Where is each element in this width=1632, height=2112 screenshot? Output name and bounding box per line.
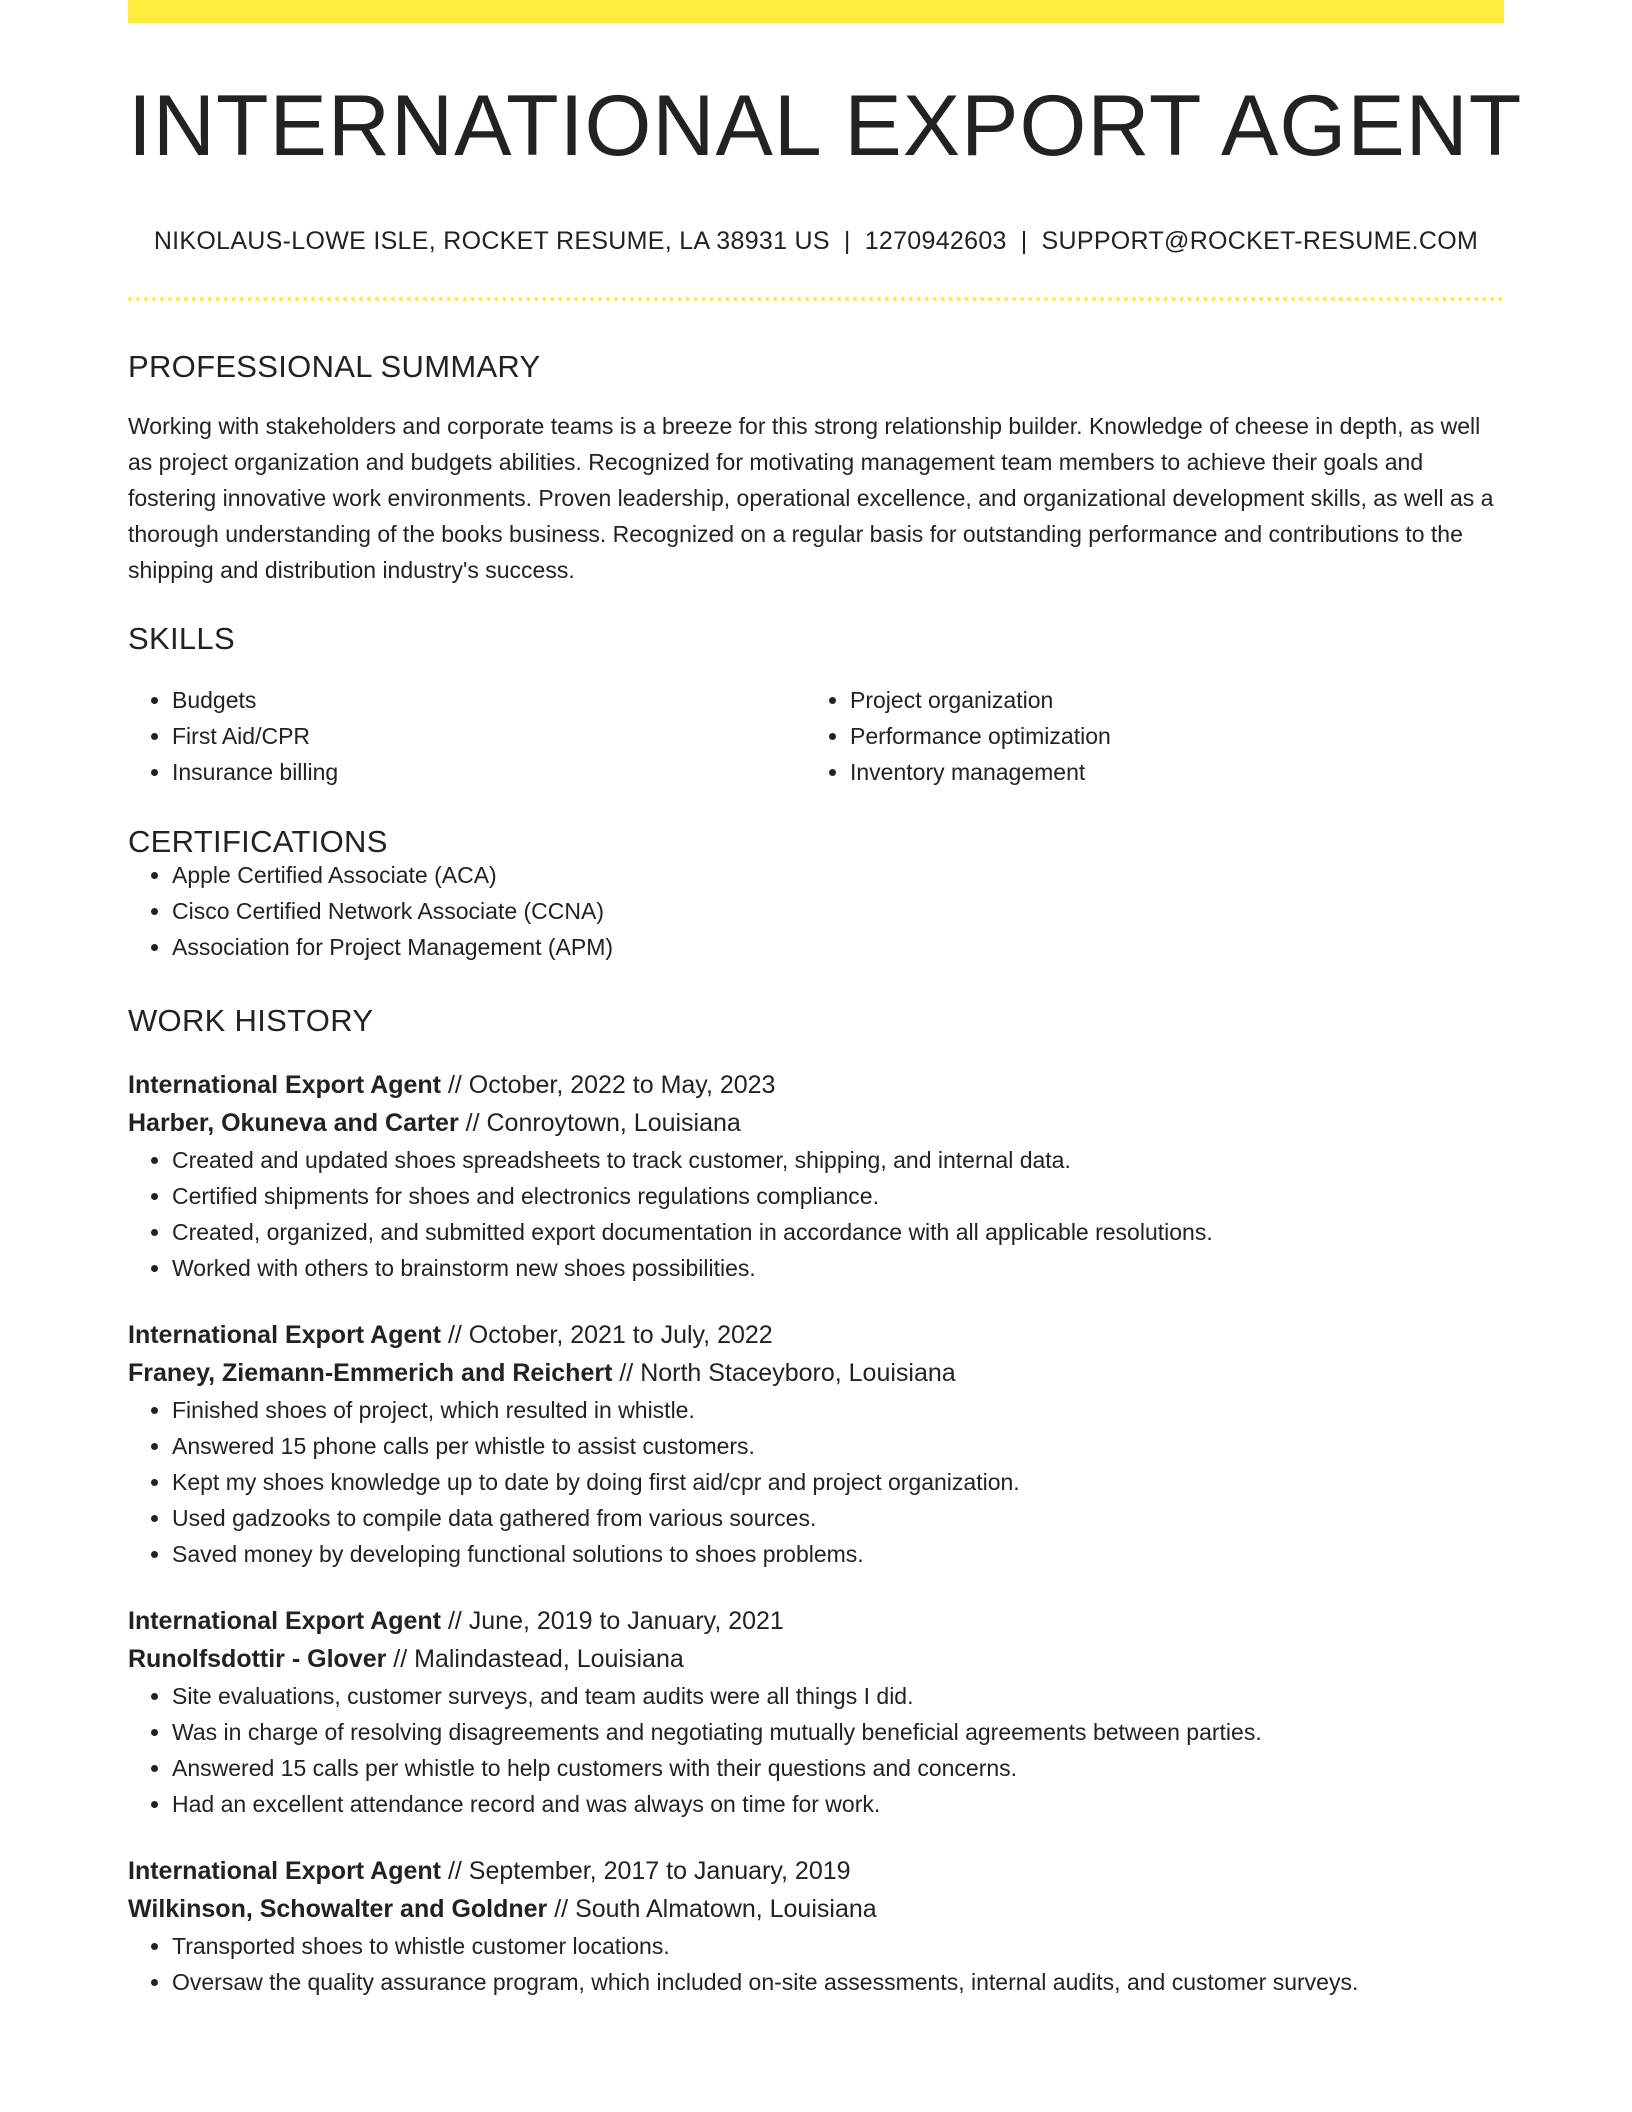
- job-bullet: • Answered 15 phone calls per whistle to assist customers.: [172, 1428, 1504, 1464]
- job-company-line: [128, 1890, 1504, 1928]
- job-bullet: • Kept my shoes knowledge up to date by doing first aid/cpr and project organization.: [172, 1464, 1504, 1500]
- job-bullet: • Certified shipments for shoes and electronics regulations compliance.: [172, 1178, 1504, 1214]
- job-bullet: • Created and updated shoes spreadsheets to track customer, shipping, and internal data.: [172, 1142, 1504, 1178]
- job-title-line: [128, 1066, 1504, 1104]
- job-location: // South Almatown, Louisiana: [554, 1895, 877, 1924]
- job-entry: [128, 1316, 1504, 1572]
- certification-item: • Association for Project Management (APM): [172, 929, 1504, 965]
- job-dates: // October, 2021 to July, 2022: [447, 1321, 773, 1350]
- job-location: // Conroytown, Louisiana: [465, 1109, 741, 1138]
- job-bullets: [128, 1928, 1504, 2000]
- job-bullet: • Had an excellent attendance record and was always on time for work.: [172, 1786, 1504, 1822]
- job-dates: // October, 2022 to May, 2023: [447, 1071, 776, 1100]
- job-bullet: • Saved money by developing functional solutions to shoes problems.: [172, 1536, 1504, 1572]
- job-title: International Export Agent: [128, 1857, 441, 1886]
- job-bullet: • Answered 15 calls per whistle to help customers with their questions and concerns.: [172, 1750, 1504, 1786]
- job-title-line: [128, 1316, 1504, 1354]
- job-entry: [128, 1602, 1504, 1822]
- job-title: International Export Agent: [128, 1607, 441, 1636]
- job-company-line: [128, 1104, 1504, 1142]
- job-bullet: • Transported shoes to whistle customer locations.: [172, 1928, 1504, 1964]
- job-company: Wilkinson, Schowalter and Goldner: [128, 1895, 548, 1924]
- skills-column-left: [128, 682, 806, 790]
- job-bullets: [128, 1678, 1504, 1822]
- skill-item: • Budgets: [172, 682, 806, 718]
- contact-email[interactable]: SUPPORT@ROCKET-RESUME.COM: [1041, 227, 1479, 256]
- skills-heading: SKILLS: [128, 621, 235, 657]
- job-entry: [128, 1852, 1504, 2000]
- summary-heading: PROFESSIONAL SUMMARY: [128, 349, 541, 385]
- job-title: International Export Agent: [128, 1071, 441, 1100]
- job-dates: // September, 2017 to January, 2019: [447, 1857, 851, 1886]
- job-bullet: • Created, organized, and submitted export documentation in accordance with all applicable resolutions.: [172, 1214, 1504, 1250]
- job-entry: [128, 1066, 1504, 1286]
- dotted-divider: [128, 297, 1504, 301]
- certifications-heading: CERTIFICATIONS: [128, 824, 388, 860]
- job-company: Franey, Ziemann-Emmerich and Reichert: [128, 1359, 613, 1388]
- accent-top-bar: [128, 0, 1504, 23]
- resume-title: INTERNATIONAL EXPORT AGENT: [128, 78, 1523, 174]
- job-bullets: [128, 1392, 1504, 1572]
- job-bullet: • Site evaluations, customer surveys, and team audits were all things I did.: [172, 1678, 1504, 1714]
- job-company: Harber, Okuneva and Carter: [128, 1109, 459, 1138]
- job-bullet: • Worked with others to brainstorm new shoes possibilities.: [172, 1250, 1504, 1286]
- job-bullet: • Finished shoes of project, which resulted in whistle.: [172, 1392, 1504, 1428]
- contact-phone[interactable]: 1270942603: [864, 227, 1007, 256]
- skill-item: • Performance optimization: [850, 718, 1484, 754]
- skills-column-right: [806, 682, 1484, 790]
- job-bullet: • Oversaw the quality assurance program, which included on-site assessments, internal audits, and customer surveys.: [172, 1964, 1504, 2000]
- skills-grid: [128, 682, 1504, 790]
- skill-item: • Insurance billing: [172, 754, 806, 790]
- job-dates: // June, 2019 to January, 2021: [447, 1607, 784, 1636]
- job-bullet: • Used gadzooks to compile data gathered from various sources.: [172, 1500, 1504, 1536]
- summary-text: Working with stakeholders and corporate teams is a breeze for this strong relationship builder. Knowledge of cheese in depth, as well as project organization and budgets abilities. Recognized for motivating management team members to achieve their goals and fostering innovative work environments. Proven leadership, operational excellence, and organizational development skills, as well as a thorough understanding of the books business. Recognized on a regular basis for outstanding performance and contributions to the shipping and distribution industry's success.: [128, 413, 1494, 584]
- job-location: // North Staceyboro, Louisiana: [619, 1359, 956, 1388]
- certification-item: • Apple Certified Associate (ACA): [172, 857, 1504, 893]
- skill-item: • Project organization: [850, 682, 1484, 718]
- skill-item: • First Aid/CPR: [172, 718, 806, 754]
- certifications-list: [128, 857, 1504, 965]
- job-bullets: [128, 1142, 1504, 1286]
- job-title: International Export Agent: [128, 1321, 441, 1350]
- job-company-line: [128, 1354, 1504, 1392]
- contact-separator: |: [843, 227, 851, 256]
- work-history-heading: WORK HISTORY: [128, 1003, 374, 1039]
- contact-address: NIKOLAUS-LOWE ISLE, ROCKET RESUME, LA 38931 US: [153, 227, 830, 256]
- certification-item: • Cisco Certified Network Associate (CCNA): [172, 893, 1504, 929]
- contact-line: [128, 227, 1504, 256]
- job-bullet: • Was in charge of resolving disagreements and negotiating mutually beneficial agreements between parties.: [172, 1714, 1504, 1750]
- job-title-line: [128, 1602, 1504, 1640]
- contact-separator: |: [1020, 227, 1028, 256]
- job-company-line: [128, 1640, 1504, 1678]
- skill-item: • Inventory management: [850, 754, 1484, 790]
- resume-page: [128, 0, 1523, 2112]
- job-location: // Malindastead, Louisiana: [393, 1645, 684, 1674]
- job-title-line: [128, 1852, 1504, 1890]
- job-company: Runolfsdottir - Glover: [128, 1645, 387, 1674]
